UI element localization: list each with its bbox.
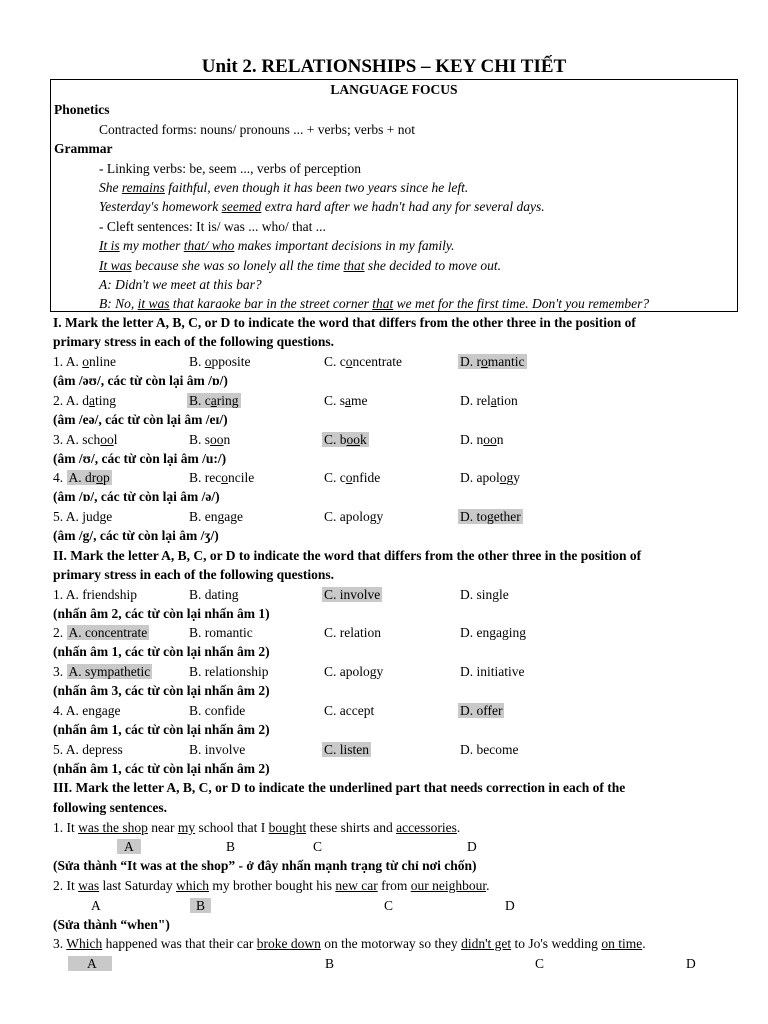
- option-d-answer: [458, 702, 504, 719]
- text: .: [456, 820, 461, 835]
- letter-b: B: [325, 956, 335, 971]
- text: school that I: [195, 820, 269, 835]
- phonetics-label: Phonetics: [54, 102, 110, 117]
- option-b: B. relationship: [189, 664, 269, 679]
- page-title: Unit 2. RELATIONSHIPS – KEY CHI TIẾT: [201, 56, 567, 77]
- option-d-answer: [458, 508, 523, 525]
- letter-a: A: [91, 898, 101, 913]
- option-b-answer: [187, 392, 241, 409]
- text: nline: [89, 354, 117, 369]
- underlined-part: on time: [601, 936, 643, 951]
- language-focus-box: [50, 79, 738, 312]
- text: 1. It: [53, 820, 79, 835]
- option-c: C. accept: [324, 703, 375, 718]
- answer-explanation: (nhấn âm 1, các từ còn lại nhấn âm 2): [53, 644, 270, 659]
- text: 1. A.: [53, 354, 83, 369]
- text: B. enga: [189, 509, 231, 524]
- underlined-letter: o: [96, 470, 103, 485]
- letter-b: B: [226, 839, 236, 854]
- example-sentence: A: Didn't we meet at this bar?: [99, 277, 262, 292]
- text: makes important decisions in my family.: [234, 238, 455, 253]
- text: ncentrate: [352, 354, 402, 369]
- text: my mother: [119, 238, 184, 253]
- underlined-part: which: [176, 878, 209, 893]
- option-a: 1. A. friendship: [53, 587, 137, 602]
- underlined-part: Which: [66, 936, 103, 951]
- underlined-letter: o: [82, 354, 90, 369]
- text: n: [496, 432, 504, 447]
- section-2-heading: II. Mark the letter A, B, C, or D to indicate the word that differs from the other three in the position of: [53, 548, 642, 563]
- underlined-word: it was: [137, 296, 170, 311]
- text: D. r: [460, 354, 481, 369]
- underlined-letter: g: [230, 509, 237, 524]
- underlined-word: It is: [99, 238, 120, 253]
- section-2-heading: primary stress in each of the following questions.: [53, 567, 335, 582]
- text: A: [68, 956, 112, 971]
- option-c-answer: [322, 431, 369, 448]
- text: C. c: [324, 470, 346, 485]
- text: me: [351, 393, 368, 408]
- text: She: [99, 180, 122, 195]
- option-a: [53, 431, 118, 448]
- letter-a-answer: [68, 955, 112, 972]
- option-a: 5. A. depress: [53, 742, 123, 757]
- text: extra hard after we hadn't had any for several days.: [261, 199, 545, 214]
- text: e: [237, 509, 243, 524]
- option-d: D. initiative: [460, 664, 525, 679]
- text: that karaoke bar in the street corner: [169, 296, 373, 311]
- option-d: D. become: [460, 742, 519, 757]
- answer-explanation: (âm /ɒ/, các từ còn lại âm /ə/): [53, 489, 220, 504]
- underlined-word: seemed: [221, 199, 262, 214]
- text: C. b: [324, 432, 347, 447]
- underlined-letter: a: [89, 393, 96, 408]
- letter-d: D: [505, 898, 515, 913]
- example-sentence: [99, 257, 501, 274]
- underlined-part: new car: [335, 878, 378, 893]
- example-sentence: [99, 198, 545, 215]
- example-sentence: [99, 179, 468, 196]
- letter-c: C: [313, 839, 323, 854]
- text: k: [360, 432, 367, 447]
- text: my brother bought his: [209, 878, 336, 893]
- option-d: D. engaging: [460, 625, 526, 640]
- example-sentence: [99, 295, 649, 312]
- example-sentence: [99, 237, 455, 254]
- answer-explanation: (nhấn âm 1, các từ còn lại nhấn âm 2): [53, 722, 270, 737]
- answer-explanation: (nhấn âm 2, các từ còn lại nhấn âm 1): [53, 606, 270, 621]
- text: gy: [506, 470, 520, 485]
- underlined-letter: oo: [100, 432, 114, 447]
- text: near: [147, 820, 178, 835]
- option-a: [53, 508, 112, 525]
- text: mantic: [487, 354, 525, 369]
- answer-explanation: (âm /əʊ/, các từ còn lại âm /ɒ/): [53, 373, 228, 388]
- text: last Saturday: [99, 878, 176, 893]
- option-c: [324, 469, 380, 486]
- text: C. listen: [324, 742, 370, 757]
- option-b: B. romantic: [189, 625, 253, 640]
- option-a: 4. A. engage: [53, 703, 121, 718]
- underlined-word: that/ who: [183, 238, 235, 253]
- answer-explanation: (Sửa thành “It was at the shop” - ở đây nhấn mạnh trạng từ chỉ nơi chốn): [53, 858, 477, 873]
- option-c-answer: [322, 741, 371, 758]
- underlined-word: It was: [99, 258, 132, 273]
- text: A: [117, 839, 141, 854]
- underlined-part: my: [177, 820, 196, 835]
- text: she decided to move out.: [364, 258, 501, 273]
- underlined-letter: a: [490, 393, 497, 408]
- option-c: [324, 508, 383, 525]
- option-b: [189, 469, 254, 486]
- text: y: [376, 509, 384, 524]
- text: C. s: [324, 393, 346, 408]
- underlined-word: that: [343, 258, 365, 273]
- answer-explanation: (âm /eə/, các từ còn lại âm /eɪ/): [53, 412, 228, 427]
- text: to Jo's wedding: [511, 936, 602, 951]
- text: .: [486, 878, 490, 893]
- section-3-heading: III. Mark the letter A, B, C, or D to indicate the underlined part that needs correction in each of the: [53, 780, 626, 795]
- underlined-word: remains: [121, 180, 165, 195]
- underlined-letter: o: [345, 354, 353, 369]
- text: D. offer: [460, 703, 503, 718]
- option-c: C. apology: [324, 664, 384, 679]
- underlined-letter: oo: [346, 432, 361, 447]
- text: happened was that their car: [102, 936, 257, 951]
- text: pposite: [211, 354, 251, 369]
- error-sentence: [53, 877, 489, 894]
- text: C. apolo: [324, 509, 370, 524]
- option-b: B. confide: [189, 703, 246, 718]
- underlined-part: was: [78, 878, 100, 893]
- text: these shirts and: [306, 820, 397, 835]
- text: we met for the first time. Don't you remember?: [393, 296, 650, 311]
- option-a: [53, 392, 116, 409]
- text: faithful, even though it has been two years since he left.: [164, 180, 469, 195]
- underlined-letter: a: [210, 393, 217, 408]
- letter-b-answer: [190, 897, 211, 914]
- text: ting: [95, 393, 117, 408]
- grammar-point-linking: - Linking verbs: be, seem ..., verbs of perception: [99, 161, 362, 176]
- option-b: [189, 353, 251, 370]
- text: Yesterday's homework: [99, 199, 222, 214]
- underlined-letter: o: [499, 470, 507, 485]
- phonetics-text: Contracted forms: nouns/ pronouns ... + verbs; verbs + not: [99, 122, 415, 137]
- option-d: [460, 392, 518, 409]
- underlined-letter: o: [481, 354, 488, 369]
- section-1-heading: primary stress in each of the following questions.: [53, 334, 335, 349]
- text: 2. It: [53, 878, 79, 893]
- underlined-letter: g: [99, 509, 107, 524]
- option-d: [460, 431, 504, 448]
- text: C. involve: [324, 587, 381, 602]
- text: D. n: [460, 432, 484, 447]
- text: B: [190, 898, 211, 913]
- text: B. s: [189, 432, 211, 447]
- option-a-answer: [53, 663, 152, 680]
- option-d: [460, 469, 520, 486]
- letter-c: C: [384, 898, 394, 913]
- underlined-letter: o: [345, 470, 353, 485]
- text: 3.: [53, 936, 67, 951]
- error-sentence: [53, 935, 646, 952]
- option-c: [324, 353, 402, 370]
- text: from: [377, 878, 411, 893]
- text: p: [103, 470, 110, 485]
- text: 3. A. sch: [53, 432, 101, 447]
- option-b: [189, 431, 230, 448]
- letter-d: D: [686, 956, 696, 971]
- underlined-letter: a: [345, 393, 352, 408]
- text: B.: [189, 354, 205, 369]
- letter-a-answer: [117, 838, 141, 855]
- grammar-label: Grammar: [54, 141, 113, 156]
- option-a-answer: 4. A. drop: [53, 470, 110, 485]
- language-focus-heading: LANGUAGE FOCUS: [330, 82, 458, 97]
- answer-explanation: (nhấn âm 1, các từ còn lại nhấn âm 2): [53, 761, 270, 776]
- answer-explanation: (âm /ʊ/, các từ còn lại âm /u:/): [53, 451, 227, 466]
- text: e: [106, 509, 113, 524]
- underlined-letter: o: [204, 354, 212, 369]
- option-c: [324, 392, 368, 409]
- text: B. c: [189, 393, 211, 408]
- text: D. rel: [460, 393, 491, 408]
- option-c: C. relation: [324, 625, 381, 640]
- text: nfide: [352, 470, 381, 485]
- section-3-heading: following sentences.: [53, 800, 167, 815]
- underlined-part: our neighbour: [410, 878, 487, 893]
- text: 5. A. jud: [53, 509, 100, 524]
- answer-explanation: (nhấn âm 3, các từ còn lại nhấn âm 2): [53, 683, 270, 698]
- text: tion: [496, 393, 518, 408]
- text: B: No,: [99, 296, 138, 311]
- text: A. concentrate: [68, 625, 148, 640]
- section-1-heading: I. Mark the letter A, B, C, or D to indicate the word that differs from the other three in the position of: [53, 315, 636, 330]
- text: l: [113, 432, 118, 447]
- error-sentence: [53, 819, 460, 836]
- underlined-part: accessories: [396, 820, 457, 835]
- option-c-answer: [322, 586, 382, 603]
- underlined-part: was the shop: [78, 820, 148, 835]
- letter-d: D: [467, 839, 477, 854]
- text: A. sympathetic: [68, 664, 151, 679]
- text: D. to: [460, 509, 487, 524]
- text: 2. A. d: [53, 393, 90, 408]
- grammar-point-cleft: - Cleft sentences: It is/ was ... who/ that ...: [99, 219, 326, 234]
- text: ncile: [227, 470, 255, 485]
- underlined-part: bought: [268, 820, 307, 835]
- text: ether: [493, 509, 521, 524]
- underlined-word: that: [372, 296, 394, 311]
- underlined-part: broke down: [256, 936, 321, 951]
- text: C. c: [324, 354, 346, 369]
- text: 3.: [53, 664, 67, 679]
- text: ring: [216, 393, 239, 408]
- option-b: [189, 508, 243, 525]
- text: D. apol: [460, 470, 500, 485]
- option-a-answer: [53, 624, 149, 641]
- underlined-letter: o: [221, 470, 228, 485]
- option-b: B. dating: [189, 587, 239, 602]
- answer-explanation: (Sửa thành “when"): [53, 917, 170, 932]
- text: B. rec: [189, 470, 222, 485]
- letter-c: C: [535, 956, 545, 971]
- option-d-answer: [458, 353, 527, 370]
- underlined-part: didn't get: [461, 936, 512, 951]
- text: n: [223, 432, 231, 447]
- underlined-letter: oo: [483, 432, 497, 447]
- text: because she was so lonely all the time: [131, 258, 344, 273]
- text: .: [642, 936, 646, 951]
- underlined-letter: g: [369, 509, 377, 524]
- option-d: D. single: [460, 587, 509, 602]
- option-a: [53, 353, 116, 370]
- underlined-letter: g: [487, 509, 494, 524]
- answer-explanation: (âm /g/, các từ còn lại âm /ʒ/): [53, 528, 219, 543]
- underlined-letter: oo: [210, 432, 224, 447]
- option-b: B. involve: [189, 742, 246, 757]
- text: on the motorway so they: [320, 936, 462, 951]
- text: 2.: [53, 625, 67, 640]
